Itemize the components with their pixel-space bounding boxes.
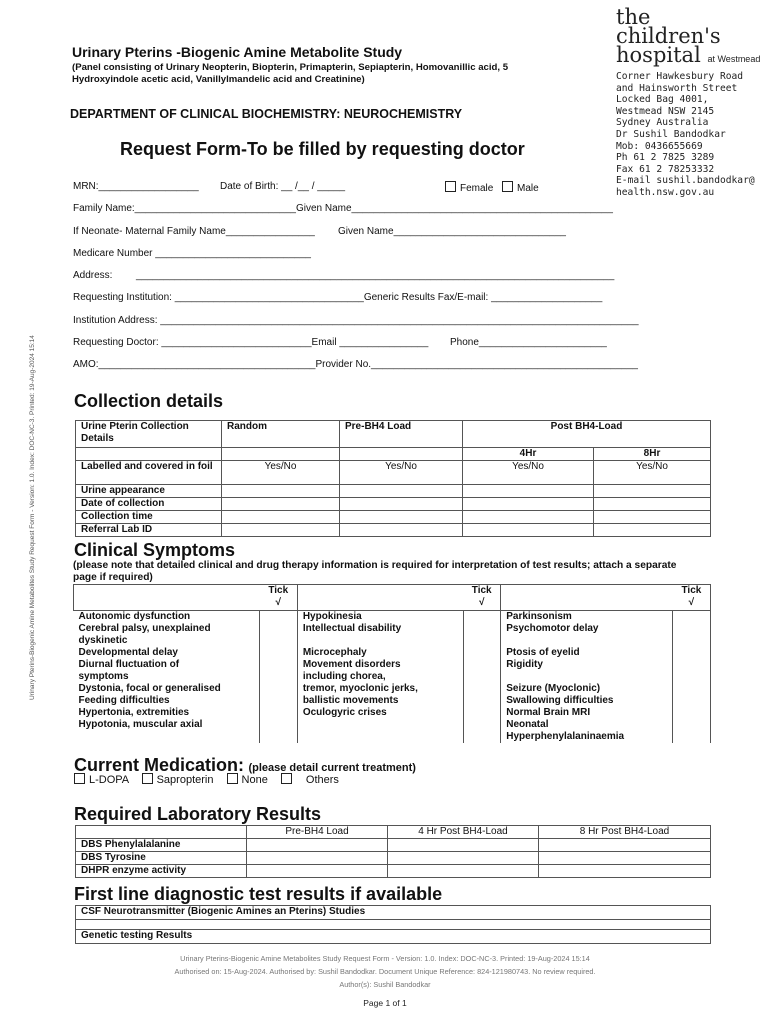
symptom-item: Developmental delay	[78, 647, 178, 658]
collection-row-label: Urine appearance	[76, 485, 222, 498]
medication-heading: Current Medication:	[74, 755, 245, 775]
dob-field[interactable]: Date of Birth: __ /__ / _____	[220, 181, 346, 192]
symptom-item: Microcephaly	[302, 647, 367, 658]
institution-field[interactable]: Requesting Institution: __________________________________Generic Results Fax/E-mail: ____________________	[73, 292, 603, 303]
logo-suffix: at Westmead	[707, 54, 761, 64]
symptom-item: Normal Brain MRI	[506, 707, 591, 718]
yes-no-cell[interactable]: Yes/No	[463, 461, 594, 485]
firstline-heading: First line diagnostic test results if available	[74, 884, 443, 904]
medication-options	[74, 773, 339, 786]
collection-col-random: Random	[222, 421, 340, 448]
yes-no-cell[interactable]: Yes/No	[222, 461, 340, 485]
family-name-field[interactable]: Family Name:_____________________________Given Name_______________________________________________	[73, 203, 613, 214]
symptom-item: Oculogyric crises	[302, 707, 387, 718]
female-option[interactable]: Female	[445, 181, 493, 194]
footer-line-2: Authorised on: 15-Aug-2024. Authorised by: Sushil Bandodkar. Document Unique Reference: 824-121980743. No review required.	[174, 967, 596, 976]
tick-header: Tick √	[260, 585, 298, 611]
medicare-field[interactable]: Medicare Number ____________________________	[73, 248, 311, 259]
medication-option[interactable]: None	[227, 774, 268, 786]
symptom-item: Cerebral palsy, unexplained dyskinetic	[78, 623, 211, 646]
contact-line: Ph 61 2 7825 3289	[616, 152, 715, 164]
logo-line-3: hospital at Westmead	[616, 43, 761, 67]
address-field[interactable]: ______________________________________________________________________________________	[136, 270, 615, 281]
symptom-item: Hypotonia, muscular axial	[78, 719, 203, 730]
medication-option[interactable]: L-DOPA	[74, 774, 129, 786]
page-title: Urinary Pterins -Biogenic Amine Metabolite Study	[72, 44, 403, 60]
medication-note: (please detail current treatment)	[248, 762, 416, 774]
symptom-item: Hypertonia, extremities	[78, 707, 190, 718]
symptom-column-1	[74, 611, 260, 744]
collection-col-post: Post BH4-Load	[463, 421, 711, 448]
yes-no-cell[interactable]: Yes/No	[594, 461, 711, 485]
lab-col: Pre-BH4 Load	[247, 826, 388, 839]
lab-row-label: DBS Tyrosine	[76, 852, 247, 865]
phone-field[interactable]: Phone_______________________	[450, 337, 607, 348]
symptom-item: Parkinsonism	[506, 611, 572, 622]
clinical-heading: Clinical Symptoms	[74, 540, 236, 560]
symptom-item: Rigidity	[506, 659, 543, 670]
department-heading: DEPARTMENT OF CLINICAL BIOCHEMISTRY: NEUROCHEMISTRY	[70, 107, 463, 121]
medication-option[interactable]: Sapropterin	[142, 774, 214, 786]
contact-line: Corner Hawkesbury Road	[616, 71, 744, 82]
checkbox[interactable]	[142, 773, 153, 784]
checkbox[interactable]	[227, 773, 238, 784]
collection-table	[75, 420, 711, 537]
male-checkbox[interactable]	[502, 181, 513, 192]
firstline-table	[75, 905, 711, 944]
tick-cell[interactable]	[463, 611, 501, 744]
lab-heading: Required Laboratory Results	[74, 804, 322, 824]
hospital-logo	[616, 5, 761, 69]
lab-row-label: DBS Phenylalalanine	[76, 839, 247, 852]
firstline-row[interactable]: CSF Neurotransmitter (Biogenic Amines an Pterins) Studies	[76, 906, 711, 920]
contact-line: Fax 61 2 78253332	[616, 163, 715, 175]
symptom-item: Movement disorders including chorea, tremor, myoclonic jerks, ballistic movements	[302, 659, 418, 706]
form-title: Request Form-To be filled by requesting doctor	[120, 139, 525, 159]
clinical-note: (please note that detailed clinical and drug therapy information is required for interpretation of test results; attach a separate page if required)	[73, 560, 677, 583]
collection-col0: Urine Pterin Collection Details	[76, 421, 222, 448]
tick-cell[interactable]	[260, 611, 298, 744]
collection-sub-8hr: 8Hr	[594, 448, 711, 461]
symptom-item: Intellectual disability	[302, 623, 402, 634]
doctor-field[interactable]: Requesting Doctor: ___________________________Email ________________	[73, 337, 429, 348]
collection-col-pre: Pre-BH4 Load	[340, 421, 463, 448]
lab-table	[75, 825, 711, 878]
symptom-item: Hypokinesia	[302, 611, 362, 622]
footer-line-3: Author(s): Sushil Bandodkar	[339, 980, 431, 989]
symptom-item: Feeding difficulties	[78, 695, 170, 706]
contact-block	[616, 71, 755, 199]
symptom-item: Neonatal Hyperphenylalaninaemia	[506, 719, 625, 742]
female-checkbox[interactable]	[445, 181, 456, 192]
footer-line-1: Urinary Pterins-Biogenic Amine Metabolites Study Request Form - Version: 1.0. Index: DOC-NC-3. Printed: 19-Aug-2024 15:14	[180, 954, 590, 963]
contact-line: Locked Bag 4001,	[616, 94, 709, 106]
logo-line-1: the	[616, 5, 651, 29]
symptom-item: Autonomic dysfunction	[78, 611, 191, 622]
collection-sub-4hr: 4Hr	[463, 448, 594, 461]
medication-option[interactable]: Others	[281, 774, 339, 786]
institution-address-field[interactable]: Institution Address: ______________________________________________________________________________________	[73, 315, 639, 326]
lab-col: 8 Hr Post BH4-Load	[539, 826, 711, 839]
amo-field[interactable]: AMO:_______________________________________Provider No.________________________________________________	[73, 359, 638, 370]
address-label: Address:	[73, 270, 113, 281]
page-subtitle: (Panel consisting of Urinary Neopterin, Biopterin, Primapterin, Sepiapterin, Homovanillic acid, 5 Hydroxyindole acetic acid, Vanillylmandelic acid and Creatinine)	[72, 62, 509, 85]
tick-cell[interactable]	[673, 611, 711, 744]
male-option[interactable]: Male	[502, 181, 539, 194]
checkbox[interactable]	[74, 773, 85, 784]
symptom-item: Diurnal fluctuation of symptoms	[78, 659, 180, 682]
collection-heading: Collection details	[74, 391, 224, 411]
neonate-field[interactable]: If Neonate- Maternal Family Name________________	[73, 226, 315, 237]
clinical-table	[73, 584, 711, 743]
yes-no-cell[interactable]: Yes/No	[340, 461, 463, 485]
symptom-item: Swallowing difficulties	[506, 695, 614, 706]
tick-header: Tick √	[463, 585, 501, 611]
mrn-field[interactable]: MRN:__________________	[73, 181, 199, 192]
collection-row-label: Referral Lab ID	[76, 524, 222, 537]
contact-line: and Hainsworth Street	[616, 82, 738, 94]
logo-line-2: children's	[616, 24, 721, 48]
page-number: Page 1 of 1	[363, 998, 407, 1008]
collection-row-label: Date of collection	[76, 498, 222, 511]
lab-row-label: DHPR enzyme activity	[76, 865, 247, 878]
tick-header: Tick √	[673, 585, 711, 611]
symptom-item: Psychomotor delay	[506, 623, 599, 634]
firstline-row[interactable]: Genetic testing Results	[76, 930, 711, 944]
neonate-given-field[interactable]: Given Name_______________________________	[338, 226, 566, 237]
lab-col: 4 Hr Post BH4-Load	[388, 826, 539, 839]
symptom-column-3	[501, 611, 673, 744]
contact-line: Mob: 0436655669	[616, 140, 703, 152]
symptom-item: Ptosis of eyelid	[506, 647, 580, 658]
contact-line: Dr Sushil Bandodkar	[616, 128, 726, 140]
collection-row-label: Labelled and covered in foil	[76, 461, 222, 485]
symptom-column-2	[297, 611, 463, 744]
side-version-text: Urinary Pterins-Biogenic Amine Metabolites Study Request Form - Version: 1.0. Index: DOC-NC-3. Printed: 19-Aug-2024 15:14	[29, 335, 36, 700]
contact-line: Westmead NSW 2145	[616, 105, 715, 117]
contact-line: Sydney Australia	[616, 117, 709, 129]
symptom-item: Dystonia, focal or generalised	[78, 683, 221, 694]
checkbox[interactable]	[281, 773, 292, 784]
symptom-item: Seizure (Myoclonic)	[506, 683, 601, 694]
collection-row-label: Collection time	[76, 511, 222, 524]
contact-line: health.nsw.gov.au	[616, 186, 715, 198]
contact-line: E-mail sushil.bandodkar@	[616, 175, 755, 187]
